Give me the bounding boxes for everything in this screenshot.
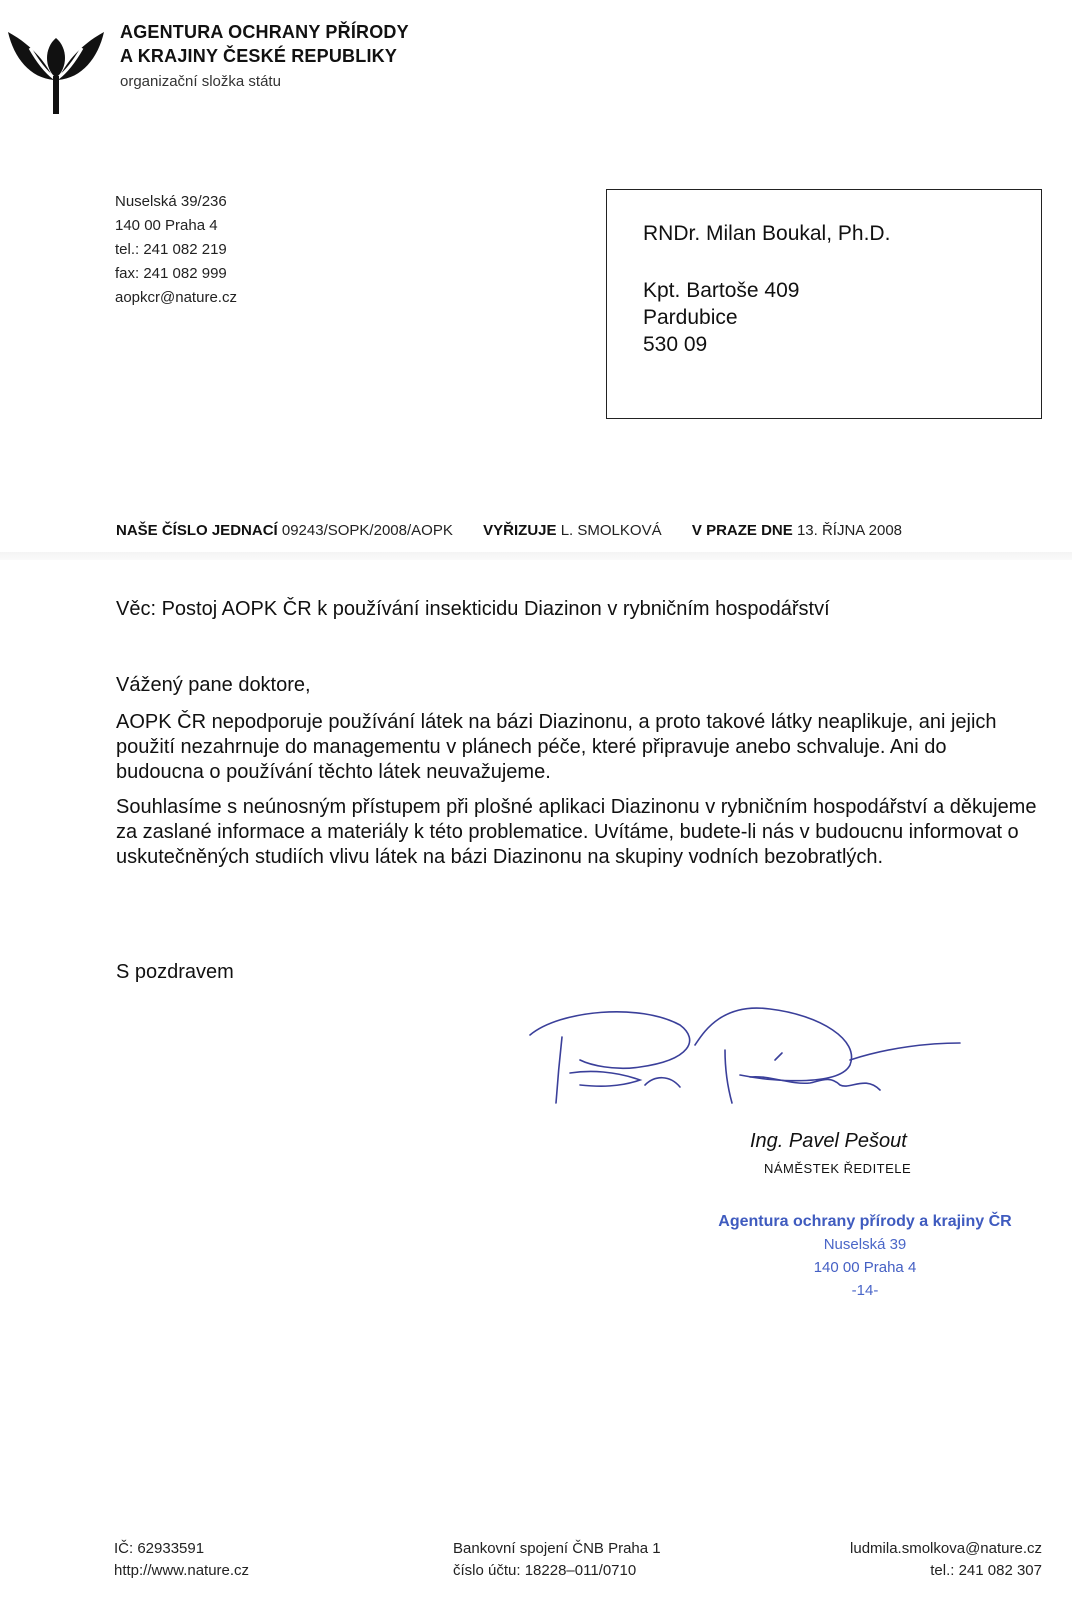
letter-date: 13. ŘÍJNA 2008 [796, 522, 903, 539]
stamp-line-4: -14- [851, 1282, 879, 1299]
org-subtitle: organizační složka státu [120, 73, 281, 90]
reference-number-label: NAŠE ČÍSLO JEDNACÍ [116, 522, 278, 539]
closing: S pozdravem [116, 961, 234, 983]
greeting: Vážený pane doktore, [116, 674, 311, 696]
sender-tel: tel.: 241 082 219 [115, 241, 227, 258]
stamp-line-3: 140 00 Praha 4 [813, 1259, 917, 1276]
recipient-city: Pardubice [643, 306, 738, 329]
footer-left [114, 1538, 249, 1582]
signer-title: NÁMĚSTEK ŘEDITELE [764, 1161, 912, 1176]
stamp-line-2: Nuselská 39 [823, 1236, 907, 1253]
org-name-line2: A KRAJINY ČESKÉ REPUBLIKY [120, 46, 398, 66]
footer-ic: IČ: 62933591 [114, 1540, 205, 1557]
footer-right [780, 1538, 1042, 1582]
paper-fold [0, 552, 1072, 560]
aopk-plant-logo-icon [4, 18, 108, 114]
footer-account: číslo účtu: 18228–011/0710 [453, 1562, 637, 1579]
org-name-line1: AGENTURA OCHRANY PŘÍRODY [120, 22, 409, 42]
stamp-line-1: Agentura ochrany přírody a krajiny ČR [718, 1213, 1012, 1230]
footer-center [453, 1538, 661, 1582]
recipient-street: Kpt. Bartoše 409 [643, 279, 800, 302]
footer-tel: tel.: 241 082 307 [930, 1562, 1042, 1579]
sender-fax: fax: 241 082 999 [115, 265, 227, 282]
recipient-name: RNDr. Milan Boukal, Ph.D. [643, 222, 891, 245]
handler-name: L. SMOLKOVÁ [560, 522, 662, 539]
sender-email: aopkcr@nature.cz [115, 289, 237, 306]
date-label: V PRAZE DNE [691, 522, 793, 539]
sender-city: 140 00 Praha 4 [115, 217, 218, 234]
office-stamp [700, 1210, 1030, 1302]
sender-block [115, 190, 237, 310]
footer-web: http://www.nature.cz [114, 1562, 250, 1579]
body-paragraph-1: AOPK ČR nepodporuje používání látek na bázi Diazinonu, a proto takové látky neaplikuje, ani jejich použití nezahrnuje do managementu v plánech péče, které připravuje anebo schvaluje. Ani do budoucna o používání těchto látek neuvažujeme. [116, 711, 997, 783]
recipient-zip: 530 09 [643, 333, 708, 356]
reference-row [116, 522, 902, 539]
handwritten-signature [520, 1005, 980, 1115]
handler-label: VYŘIZUJE [483, 522, 557, 539]
sender-street: Nuselská 39/236 [115, 193, 227, 210]
footer-bank: Bankovní spojení ČNB Praha 1 [453, 1540, 661, 1557]
body-paragraph-2: Souhlasíme s neúnosným přístupem při plošné aplikaci Diazinonu v rybničním hospodářství a děkujeme za zaslané informace a materiály k této problematice. Uvítáme, budete-li nás v budoucnu informovat o uskutečněných studiích vlivu látek na bázi Diazinonu na skupiny vodních bezobratlých. [116, 796, 1037, 868]
footer-email: ludmila.smolkova@nature.cz [850, 1540, 1042, 1557]
letter-body [116, 673, 1038, 880]
recipient-address-box [606, 189, 1042, 419]
letter-subject: Věc: Postoj AOPK ČR k používání insekticidu Diazinon v rybničním hospodářství [116, 598, 830, 620]
reference-number: 09243/SOPK/2008/AOPK [281, 522, 453, 539]
signer-name: Ing. Pavel Pešout [750, 1130, 907, 1152]
